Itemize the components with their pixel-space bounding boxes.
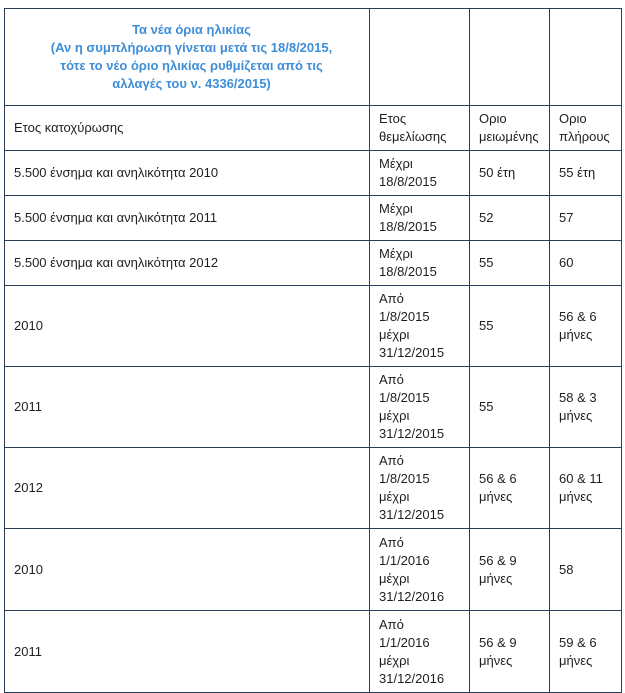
- cell-foundation: [370, 151, 470, 196]
- cell-line: 5.500 ένσημα και ανηλικότητα 2011: [14, 210, 218, 225]
- cell-line: μέχρι: [379, 408, 410, 423]
- header-cell-foundation: [370, 106, 470, 151]
- cell-full: [550, 529, 622, 611]
- cell-line: 1/1/2016: [379, 552, 430, 568]
- title-empty-cell: [370, 9, 470, 106]
- cell-line: 5.500 ένσημα και ανηλικότητα 2010: [14, 165, 219, 180]
- cell-line: 57: [559, 210, 574, 225]
- header-cell-reduced: [470, 106, 550, 151]
- header-line: Οριο: [479, 111, 507, 126]
- header-line: πλήρους: [559, 129, 610, 144]
- table-row: [5, 241, 622, 286]
- cell-line: 58 & 3: [559, 390, 597, 405]
- cell-year: [5, 611, 370, 693]
- cell-line: 55 έτη: [559, 165, 596, 180]
- cell-line: 52: [479, 210, 494, 225]
- header-line: θεμελίωσης: [379, 129, 447, 144]
- table-row: [5, 529, 622, 611]
- cell-line: μήνες: [559, 408, 593, 423]
- cell-foundation: [370, 367, 470, 448]
- cell-line: 2011: [14, 643, 42, 659]
- cell-full: [550, 151, 622, 196]
- title-empty-cell: [470, 9, 550, 106]
- cell-line: 2010: [14, 561, 43, 577]
- cell-line: μέχρι: [379, 652, 410, 668]
- cell-foundation: [370, 448, 470, 529]
- cell-foundation: [370, 196, 470, 241]
- cell-reduced: [470, 286, 550, 367]
- cell-foundation: [370, 241, 470, 286]
- cell-year: [5, 241, 370, 286]
- cell-line: 55: [479, 318, 494, 333]
- table-row: [5, 448, 622, 529]
- cell-line: 1/8/2015: [379, 309, 430, 324]
- table-row: [5, 611, 622, 693]
- cell-line: Από: [379, 291, 404, 306]
- cell-year: [5, 151, 370, 196]
- title-empty-cell: [550, 9, 622, 106]
- table-row: [5, 367, 622, 448]
- cell-line: 56 & 6: [479, 471, 517, 486]
- cell-line: 59 & 6: [559, 634, 597, 650]
- cell-line: μήνες: [559, 652, 593, 668]
- cell-line: μήνες: [479, 570, 513, 586]
- table-title: [5, 9, 370, 106]
- cell-reduced: [470, 196, 550, 241]
- cell-line: μέχρι: [379, 570, 410, 586]
- cell-line: μέχρι: [379, 327, 410, 342]
- cell-line: 2011: [14, 399, 42, 414]
- cell-line: 56 & 9: [479, 552, 517, 568]
- header-line: μειωμένης: [479, 129, 539, 144]
- cell-line: 60: [559, 255, 574, 270]
- cell-line: Από: [379, 616, 404, 632]
- table-row: [5, 151, 622, 196]
- cell-line: 55: [479, 399, 494, 414]
- title-line: (Αν η συμπλήρωση γίνεται μετά τις 18/8/2015,: [50, 40, 333, 55]
- title-line: τότε το νέο όριο ηλικίας ρυθμίζεται από τις: [60, 58, 323, 73]
- cell-full: [550, 241, 622, 286]
- header-row: [5, 106, 622, 151]
- cell-line: 2012: [14, 480, 43, 495]
- cell-line: 1/8/2015: [379, 471, 430, 486]
- cell-line: 56 & 6: [559, 309, 597, 324]
- cell-line: μήνες: [559, 327, 593, 342]
- cell-line: μήνες: [479, 652, 513, 668]
- cell-line: 50 έτη: [479, 165, 516, 180]
- cell-full: [550, 367, 622, 448]
- table-row: [5, 286, 622, 367]
- cell-line: Από: [379, 372, 404, 387]
- cell-year: [5, 448, 370, 529]
- cell-line: 18/8/2015: [379, 264, 437, 279]
- cell-full: [550, 196, 622, 241]
- cell-foundation: [370, 611, 470, 693]
- cell-foundation: [370, 529, 470, 611]
- cell-line: 5.500 ένσημα και ανηλικότητα 2012: [14, 255, 219, 270]
- header-line: Οριο: [559, 111, 587, 126]
- title-line: Τα νέα όρια ηλικίας: [132, 22, 251, 37]
- cell-line: Μέχρι: [379, 246, 413, 261]
- cell-foundation: [370, 286, 470, 367]
- cell-reduced: [470, 611, 550, 693]
- cell-line: 1/1/2016: [379, 634, 430, 650]
- cell-line: 58: [559, 561, 574, 577]
- title-line: αλλαγές του ν. 4336/2015): [112, 76, 271, 91]
- cell-line: 31/12/2015: [379, 426, 445, 441]
- cell-full: [550, 611, 622, 693]
- cell-line: μήνες: [479, 489, 513, 504]
- cell-reduced: [470, 241, 550, 286]
- cell-line: 18/8/2015: [379, 174, 437, 189]
- title-row: [5, 9, 622, 106]
- header-cell-year: [5, 106, 370, 151]
- cell-line: 31/12/2016: [379, 670, 445, 686]
- cell-line: 1/8/2015: [379, 390, 430, 405]
- cell-line: 18/8/2015: [379, 219, 437, 234]
- table-row: [5, 196, 622, 241]
- cell-line: 55: [479, 255, 494, 270]
- cell-year: [5, 367, 370, 448]
- cell-line: μέχρι: [379, 489, 410, 504]
- cell-full: [550, 448, 622, 529]
- header-cell-full: [550, 106, 622, 151]
- cell-line: 31/12/2015: [379, 507, 445, 522]
- cell-line: Μέχρι: [379, 156, 413, 171]
- retirement-age-table: [4, 8, 622, 693]
- header-line: Ετος: [379, 111, 407, 126]
- cell-line: Μέχρι: [379, 201, 413, 216]
- cell-line: 31/12/2015: [379, 345, 445, 360]
- cell-year: [5, 196, 370, 241]
- cell-line: Από: [379, 453, 404, 468]
- cell-line: 31/12/2016: [379, 588, 445, 604]
- cell-line: μήνες: [559, 489, 593, 504]
- cell-line: 56 & 9: [479, 634, 517, 650]
- cell-reduced: [470, 448, 550, 529]
- cell-line: Από: [379, 534, 404, 550]
- table-body: [5, 151, 622, 693]
- cell-line: 60 & 11: [559, 471, 603, 486]
- cell-reduced: [470, 151, 550, 196]
- cell-year: [5, 286, 370, 367]
- cell-reduced: [470, 529, 550, 611]
- cell-reduced: [470, 367, 550, 448]
- cell-line: 2010: [14, 318, 43, 333]
- cell-year: [5, 529, 370, 611]
- cell-full: [550, 286, 622, 367]
- header-line: Ετος κατοχύρωσης: [14, 120, 124, 135]
